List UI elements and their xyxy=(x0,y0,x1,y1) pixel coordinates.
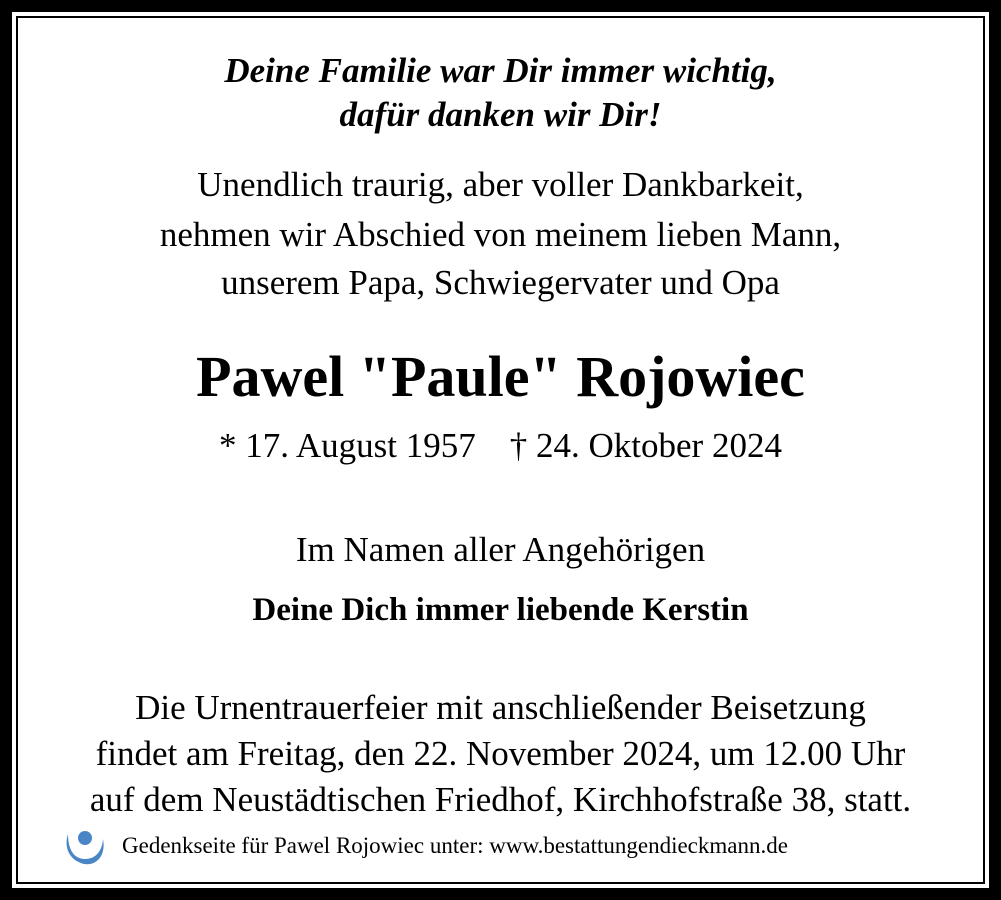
memorial-page-text: Gedenkseite für Pawel Rojowiec unter: www.bestattungendieckmann.de xyxy=(122,833,788,858)
service-line-3: auf dem Neustädtischen Friedhof, Kirchhofstraße 38, statt. xyxy=(89,780,912,819)
bestatter-logo-icon xyxy=(62,824,108,868)
service-line-2: findet am Freitag, den 22. November 2024, um 12.00 Uhr xyxy=(95,734,906,773)
service-line-1: Die Urnentrauerfeier mit anschließender Beisetzung xyxy=(135,688,866,727)
intro-line-1: Unendlich traurig, aber voller Dankbarkeit, xyxy=(197,165,804,204)
intro-line-2: nehmen wir Abschied von meinem lieben Mann, xyxy=(159,215,842,254)
deceased-name: Pawel "Paule" Rojowiec xyxy=(196,344,805,409)
signature: Deine Dich immer liebende Kerstin xyxy=(252,592,749,628)
mourners-line: Im Namen aller Angehörigen xyxy=(295,530,706,569)
death-date: † 24. Oktober 2024 xyxy=(509,426,782,465)
memorial-page-footer xyxy=(62,824,788,868)
intro-line-3: unserem Papa, Schwiegervater und Opa xyxy=(221,263,780,302)
motto-line-1: Deine Familie war Dir immer wichtig, xyxy=(224,51,777,90)
life-dates xyxy=(0,424,1001,468)
motto-line-2: dafür danken wir Dir! xyxy=(339,95,662,134)
birth-date: * 17. August 1957 xyxy=(219,426,476,465)
